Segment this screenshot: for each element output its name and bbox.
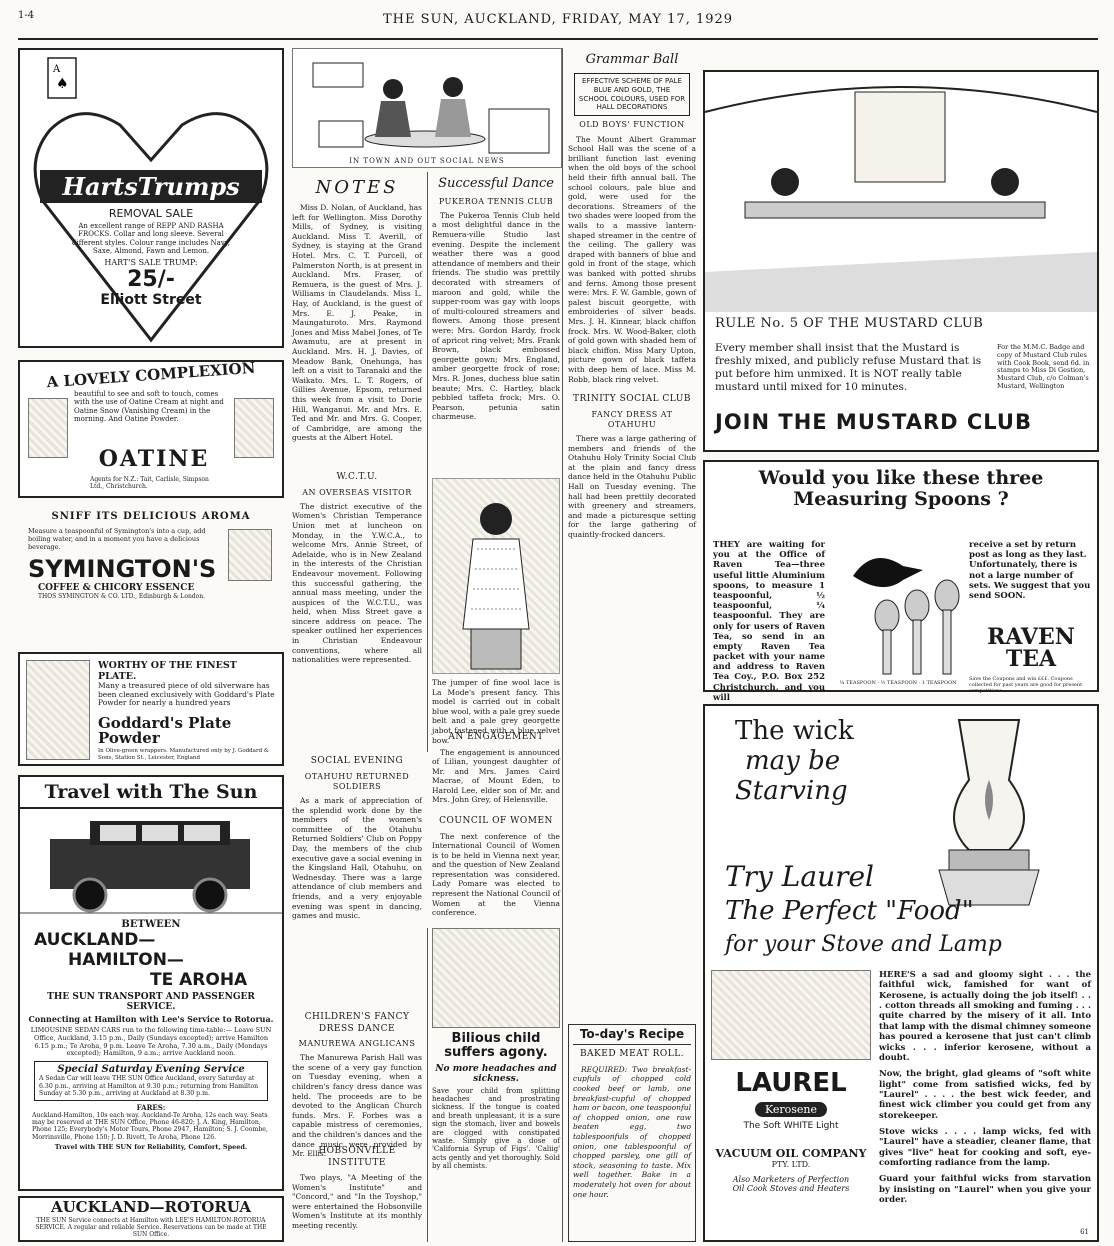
mustard-illustration — [705, 72, 1097, 312]
wctu-title: W.C.T.U. — [336, 472, 378, 482]
laurel-logo: LAUREL — [735, 1068, 847, 1098]
spoon-label-half: ½ TEASPOON — [880, 680, 918, 686]
hobson-title: HOBSONVILLE INSTITUTE — [318, 1146, 396, 1168]
dance-column — [432, 172, 560, 472]
laurel-logo-block — [711, 1068, 871, 1193]
stove-illustration — [711, 970, 871, 1060]
notes-title: NOTES — [315, 177, 399, 198]
travel-ad — [18, 775, 284, 1191]
coffee-cup-illustration — [228, 529, 272, 581]
raven-right: receive a set by return post as long as they last. Unfortunately, there is not a large number of sets. We suggest that you send SOON. — [969, 540, 1091, 601]
laurel-line2: may be — [745, 746, 841, 776]
travel-times: LIMOUSINE SEDAN CARS run to the following time-table:— Leave SUN Office, Auckland, 3.15 p.m., Daily (Sundays excepted); arrive Hamilton 6.15 p.m.; Te Aroha, 9 p.m. Leave Te Aroha, 7.30 a.m., Daily (Mondays excepted); Hamilton, 9 a.m.; arrive Auckland noon. — [30, 1026, 272, 1058]
harts-brand: HartsTrumps — [40, 170, 262, 203]
social-evening-column — [292, 752, 422, 1002]
spoon-label-quarter: ¼ TEASPOON — [839, 680, 876, 686]
laurel-line1: The wick — [735, 716, 854, 746]
raven-brand: RAVEN TEA — [987, 624, 1075, 672]
bilious-headline: Bilious child suffers agony. — [444, 1031, 548, 1061]
trinity-sub: FANCY DRESS AT OTAHUHU — [591, 409, 673, 429]
bilious-sub: No more headaches and sickness. — [435, 1063, 557, 1084]
goddard-ad — [18, 652, 284, 766]
laurel-try1: Try Laurel — [725, 860, 875, 893]
trinity-body: There was a large gathering of members and friends of the Otahuhu Holy Trinity Social Club at the plain and fancy dress dance held in the Otahuhu Public Hall on Tuesday evening. The hall had been prettily decorated with greenery and streamers, and made a picturesque setting for the large gathering of quaintly-frocked dancers. — [568, 434, 696, 540]
grammar-sub: OLD BOYS' FUNCTION — [579, 120, 685, 130]
raven-tea-ad — [703, 460, 1099, 703]
laurel-kerosene-ad — [703, 704, 1099, 1242]
masthead — [18, 6, 1098, 40]
harts-price: 25/- — [127, 267, 175, 293]
wctu-body: The district executive of the Women's Christian Temperance Union met at luncheon on Monday, in the Y.W.C.A., to welcome Mrs. Annie Street, of Adelaide, who is in New Zealand in the interests of the Christian Endeavour movement. Following this successful gathering, the annual mass meeting, under the auspices of the W.C.T.U., was held, when Miss Street gave a sincere address on peace. The speaker outlined her experiences in Christian Endeavour conventions, where all nationalities were represented. — [292, 501, 422, 665]
oatine-body: beautiful to see and soft to touch, comes with the use of Oatine Cream at night and Oatine Snow (Vanishing Cream) in the morning. And Oatine Powder. — [74, 390, 224, 424]
evening-sub: OTAHUHU RETURNED SOLDIERS — [304, 771, 410, 791]
laurel-light: The Soft WHITE Light — [743, 1121, 839, 1131]
laurel-body2: Now, the bright, glad gleams of "soft white light" come from satisfied wicks, fed by "Laurel" . . . . the best wick feeder, and finest wick climber you could get from any storekeeper. — [879, 1069, 1091, 1121]
spoon-quarter — [875, 600, 899, 674]
fancy-body: The Manurewa Parish Hall was the scene of a very gay function on Tuesday evening, when a children's fancy dress dance was held. The proceeds are to be devoted to the Anglican Church funds. Mrs. F. Forbes was a capable mistress of ceremonies, and the children's dances and the dance music were provided by Mr. Ellis. — [292, 1053, 422, 1159]
spoon-one — [935, 580, 959, 674]
harts-body: An excellent range of REPP AND RASHA FROCKS. Collar and long sleeve. Several different styles. Colour range includes Navy, Saxe, Almond, Fawn and Lemon. — [72, 222, 230, 256]
travel-route2: HAMILTON— — [68, 950, 184, 970]
recipe-name: BAKED MEAT ROLL. — [579, 1049, 685, 1060]
symingtons-body: Measure a teaspoonful of Symington's into a cup, add boiling water, and in a moment you have a delicious beverage. — [28, 527, 206, 551]
hobson-body: Two plays, "A Meeting of the Women's Institute" and "Concord," and "In the Toyshop," were entertained the Hobsonville Women's Institute at its monthly meeting recently. — [292, 1173, 422, 1230]
trinity-title: TRINITY SOCIAL CLUB — [573, 394, 691, 405]
raven-spoons-illustration — [833, 536, 963, 676]
mustard-club-ad — [703, 70, 1099, 452]
evening-body: As a mark of appreciation of the splendid work done by the members of the women's committee of the Otahuhu Returned Soldiers' Club on Poppy Day, the members of the club executive gave a social evening in the Kingsland Hall, Otahuhu, on Wednesday. There was a large attendance of club members and friends, and a very enjoyable evening was spent in dancing, games and music. — [292, 795, 422, 921]
engagement-body: The engagement is announced of Lilian, youngest daughter of Mr. and Mrs. James Caird Macrae, of Mount Eden, to Harold Lee, elder son of Mr. and Mrs. John Grey, of Helensville. — [432, 747, 560, 805]
raven-spoon-labels: ¼ TEASPOON · ½ TEASPOON · 1 TEASPOON — [839, 680, 957, 686]
symingtons-ad — [18, 505, 284, 647]
grammar-body: The Mount Albert Grammar School Hall was the scene of a brilliant function last evening when the old boys of the school held their fifth annual ball. The school colours, pale blue and gold, were used for the decorations. Streamers of the two shades were looped from the walls to a massive lantern-shaped streamer in the centre of the ceiling. The gallery was draped with banners of blue and gold in front of the stage, which was banked with potted shrubs and ferns. Among those present were: Mrs. F. W. Gamble, gown of palest biscuit georgette, with embroideries of silver beads. Mrs. J. H. Kinnear, black chiffon frock. Mrs. W. Wood-Baker, cloth of gold gown with shaded hem of black chiffon. Miss Mary Upton, picture gown of black taffeta with deep hem of lace. Miss M. Robb, black ring velvet. — [568, 134, 696, 384]
svg-text:♠: ♠ — [56, 76, 69, 92]
raven-headline: Would you like these three Measuring Spoons ? — [758, 467, 1044, 510]
travel-fares: Auckland-Hamilton, 10s each way. Auckland-Te Aroha, 12s each way. Seats may be reserved at THE SUN Office, Phone 46-820; J. A. King, Hamilton, Phone 125; Everybody's Motor Tours, Phone 2947, Hamilton; S. J. Coombe, Morrinsville, Phone 150; J. D. Rivett, Te Aroha, Phone 126. — [32, 1111, 268, 1141]
harts-address: Elliott Street — [100, 292, 202, 309]
laurel-pty: PTY. LTD. — [771, 1160, 811, 1169]
grammar-ball-column — [568, 48, 696, 828]
laurel-company: VACUUM OIL COMPANY — [715, 1147, 867, 1160]
rotorua-headline: AUCKLAND—ROTORUA — [50, 1198, 252, 1216]
wctu-sub: AN OVERSEAS VISITOR — [302, 487, 412, 497]
social-banner-illustration — [293, 49, 559, 165]
bilious-body: Save your child from splitting headaches and prostrating sickness. If the tongue is coated and breath unpleasant, it is a sure sign the stomach, liver and bowels are clogged with constipated waste. Simply give a dose of 'California Syrup of Figs'. 'Caliig' acts gently and yet thoroughly. Sold by all chemists. — [432, 1086, 560, 1171]
svg-text:A: A — [53, 64, 61, 75]
travel-company: THE SUN TRANSPORT AND PASSENGER SERVICE. — [47, 992, 255, 1012]
oatine-headline: A LOVELY COMPLEXION — [46, 358, 256, 392]
mustard-body: Every member shall insist that the Mustard is freshly mixed, and publicly refuse Mustard that is put before him unmixed. It is NOT really table mustard until mixed for 10 minutes. — [715, 342, 982, 394]
harts-headline: REMOVAL SALE — [108, 207, 194, 220]
engagement-title: AN ENGAGEMENT — [448, 732, 544, 742]
travel-footer: Travel with THE SUN for Reliability, Comfort, Speed. — [54, 1143, 248, 1152]
laurel-logo-sub: Kerosene — [755, 1102, 827, 1117]
laurel-body3: Stove wicks . . . . lamp wicks, fed with "Laurel" have a steadier, cleaner flame, that gives "live" heat for cooking and soft, eye-comforting radiance from the lamp. — [879, 1127, 1091, 1169]
raven-fine: Save the Coupons and win £££. Coupons collected for past years are good for present competitions. — [969, 676, 1083, 694]
oatine-agents: Agents for N.Z.: Tait, Carlisle, Simpson Ltd., Christchurch. — [90, 476, 209, 491]
notes-body: Miss D. Nolan, of Auckland, has left for Wellington. Miss Dorothy Mills, of Sydney, is visiting Auckland. Miss T. Averill, of Sydney, is staying at the Grand Hotel. Mrs. C. T. Purcell, of Palmerston North, is at present in Auckland. Mrs. Fraser, of Remuera, is the guest of Mrs. J. Williams in Claudelands. Miss L. Hay, of Auckland, is the guest of Mrs. E. J. Peake, in Maungaturoto. Mrs. Raymond Jones and Miss Mabel Jones, of Te Awamutu, are at present in Auckland. Mrs. H. J. Davies, of Meadow Bank, Onehunga, has left on a visit to Taranaki and the Waikato. Mrs. L. T. Rogers, of Gillies Avenue, Epsom, returned this week from a visit to Dorie Hill, Wanganui. Mr. and Mrs. E. Ted and Mr. and Mrs. G. Cooper, of Cambridge, are among the guests at the Albert Hotel. — [292, 203, 422, 443]
council-title: COUNCIL OF WOMEN — [439, 816, 553, 826]
oatine-jar-right — [234, 398, 274, 458]
notes-column — [292, 172, 422, 462]
oatine-jar-left — [28, 398, 68, 458]
symingtons-maker: THOS SYMINGTON & CO. LTD., Edinburgh & London. — [38, 593, 206, 601]
masthead-title: THE SUN, AUCKLAND, FRIDAY, MAY 17, 1929 — [382, 12, 734, 27]
jumper-fashion-illustration — [432, 478, 560, 674]
fancy-title: CHILDREN'S FANCY DRESS DANCE — [304, 1012, 410, 1034]
laurel-body4: Guard your faithful wicks from starvation by insisting on "Laurel" when you give your order. — [879, 1174, 1091, 1206]
laurel-try2: The Perfect "Food" — [725, 896, 974, 926]
recipe-column — [568, 1024, 696, 1242]
jumper-figure-icon — [433, 479, 559, 673]
goddard-headline: WORTHY OF THE FINEST PLATE. — [98, 660, 237, 682]
social-banner-text: IN TOWN AND OUT SOCIAL NEWS — [349, 157, 505, 165]
rotorua-body: THE SUN Service connects at Hamilton with LEE'S HAMILTON-ROTORUA SERVICE. A regular and reliable Service. Reservations can be made at THE SUN Office. — [35, 1217, 267, 1239]
travel-connect: Connecting at Hamilton with Lee's Service to Rotorua. — [28, 1014, 274, 1024]
engagement-column — [432, 728, 560, 808]
laurel-also: Also Marketers of Perfection Oil Cook Stoves and Heaters — [732, 1175, 850, 1193]
mustard-side: For the M.M.C. Badge and copy of Mustard Club rules with Cook Book, send 6d. in stamps to Miss Di Gestion, Mustard Club, c/o Colman's Mustard, Wellington — [997, 343, 1090, 390]
goddard-body: Many a treasured piece of old silverware has been cleaned exclusively with Goddard's Plate Powder for nearly a hundred years — [98, 681, 275, 708]
recipe-body: REQUIRED: Two breakfast-cupfuls of chopped cold cooked beef or lamb, one breakfast-cupful of chopped ham or bacon, one teaspoonful of chopped onion, one raw beaten egg, two tablespoonfuls of chopped onion, one tablespoonful of chopped parsley, one gill of stock, seasoning to taste. Mix well together. Bake in a moderately hot oven for about one hour. — [573, 1064, 691, 1199]
oatine-brand: OATINE — [98, 446, 210, 472]
goddard-brand: Goddard's Plate Powder — [98, 714, 232, 747]
hobsonville-column — [292, 1142, 422, 1242]
travel-special-body: A Sedan Car will leave THE SUN Office Auckland, every Saturday at 6.30 p.m., arriving at Hamilton at 9.30 p.m.; returning from Hamilton Sunday at 5.30 p.m., arriving at Auckland at 8.30 p.m. — [39, 1075, 259, 1098]
laurel-body-block — [879, 970, 1091, 1206]
council-body: The next conference of the International Council of Women is to be held in Vienna next year, and the question of New Zealand representation was considered. Lady Pomare was elected to represent the National Council of Women at the Vienna conference. — [432, 831, 560, 918]
symingtons-brand: SYMINGTON'S — [28, 555, 217, 584]
grammar-box: EFFECTIVE SCHEME OF PALE BLUE AND GOLD, THE SCHOOL COLOURS, USED FOR HALL DECORATIONS — [574, 73, 690, 117]
symingtons-tag: SNIFF ITS DELICIOUS AROMA — [51, 511, 251, 522]
council-column — [432, 812, 560, 922]
page-mark: 1-4 — [18, 10, 35, 21]
dance-sub: PUKEROA TENNIS CLUB — [438, 196, 554, 206]
symingtons-sub: COFFEE & CHICORY ESSENCE — [38, 583, 195, 594]
laurel-line3: Starving — [735, 776, 848, 806]
travel-between: BETWEEN — [121, 919, 181, 930]
spoon-label-one: 1 TEASPOON — [921, 680, 957, 686]
grammar-title: Grammar Ball — [585, 52, 679, 67]
sedan-car-illustration — [20, 809, 282, 919]
children-illustration — [432, 928, 560, 1028]
laurel-body1: HERE'S a sad and gloomy sight . . . the faithful wick, famished for want of Kerosene, is actually doing the job itself! . . . cotton threads all smoking and fuming . . . quite charred by the misery of it all. Into that lamp with the dismal chimney someone has poured a kerosene that just can't climb wicks . . . inferior kerosene, without a doubt. — [879, 970, 1091, 1063]
travel-fares-title: FARES: — [136, 1102, 166, 1112]
dance-title: Successful Dance — [438, 176, 554, 191]
laurel-code: 61 — [1080, 1228, 1089, 1236]
travel-special: Special Saturday Evening Service — [57, 1064, 245, 1076]
harts-label: HART'S SALE TRUMP: — [104, 257, 198, 267]
wctu-column — [292, 468, 422, 748]
mustard-slogan: JOIN THE MUSTARD CLUB — [715, 410, 1032, 434]
travel-headline: Travel with The Sun — [20, 777, 282, 809]
rotorua-ad — [18, 1196, 284, 1242]
mustard-rule: RULE No. 5 OF THE MUSTARD CLUB — [715, 316, 984, 331]
silver-cup-illustration — [26, 660, 90, 760]
oatine-ad — [18, 360, 284, 498]
evening-title: SOCIAL EVENING — [310, 756, 404, 766]
fancy-sub: MANUREWA ANGLICANS — [298, 1039, 416, 1049]
recipe-title: To-day's Recipe — [573, 1027, 691, 1045]
raven-left: THEY are waiting for you at the Office of Raven Tea—three useful little Aluminium spoons, to measure 1 teaspoonful, ½ teaspoonful, ¼ teaspoonful. They are only for users of Raven Tea, so send in an empty Raven Tea packet with your name and address to Raven Tea Coy., P.O. Box 252 Christchurch, and you will — [713, 540, 825, 703]
spoon-half — [905, 590, 929, 674]
travel-route3: TE AROHA — [150, 970, 248, 990]
dance-body: The Pukeroa Tennis Club held a most delightful dance in the Remuera-ville Studio last evening. Despite the inclement weather there was a good attendance of members and their friends. The studio was prettily decorated with streamers of maroon and gold, while the supper-room was gay with loops of multi-coloured streamers and flowers. Among those present were: Mrs. Gordon Hardy, frock of apricot ring velvet; Mrs. Frank Brown, black embossed georgette gown; Mrs. England, amber georgette frock of rose; Mrs. R. Jones, duchess blue satin beaute; Mrs. C. Hartley, black pebbled taffeta frock; Mrs. O. Pearson, petunia satin charmeuse. — [432, 210, 560, 422]
jumper-caption-text: The jumper of fine wool lace is La Mode's present fancy. This model is carried out in cobalt blue wool, with a pale grey suede belt and a pale grey georgette jabot fastened with a blue velvet bow. — [432, 678, 560, 745]
harts-trumps-ad — [18, 48, 284, 348]
bilious-ad — [432, 928, 560, 1242]
laurel-try3: for your Stove and Lamp — [725, 932, 1002, 957]
goddard-maker: In Olive-green wrappers. Manufactured only by J. Goddard & Sons, Station St., Leicester, England — [98, 748, 269, 761]
social-news-banner — [292, 48, 562, 168]
kerosene-lamp-illustration — [889, 710, 1089, 910]
travel-route1: AUCKLAND— — [34, 930, 156, 950]
